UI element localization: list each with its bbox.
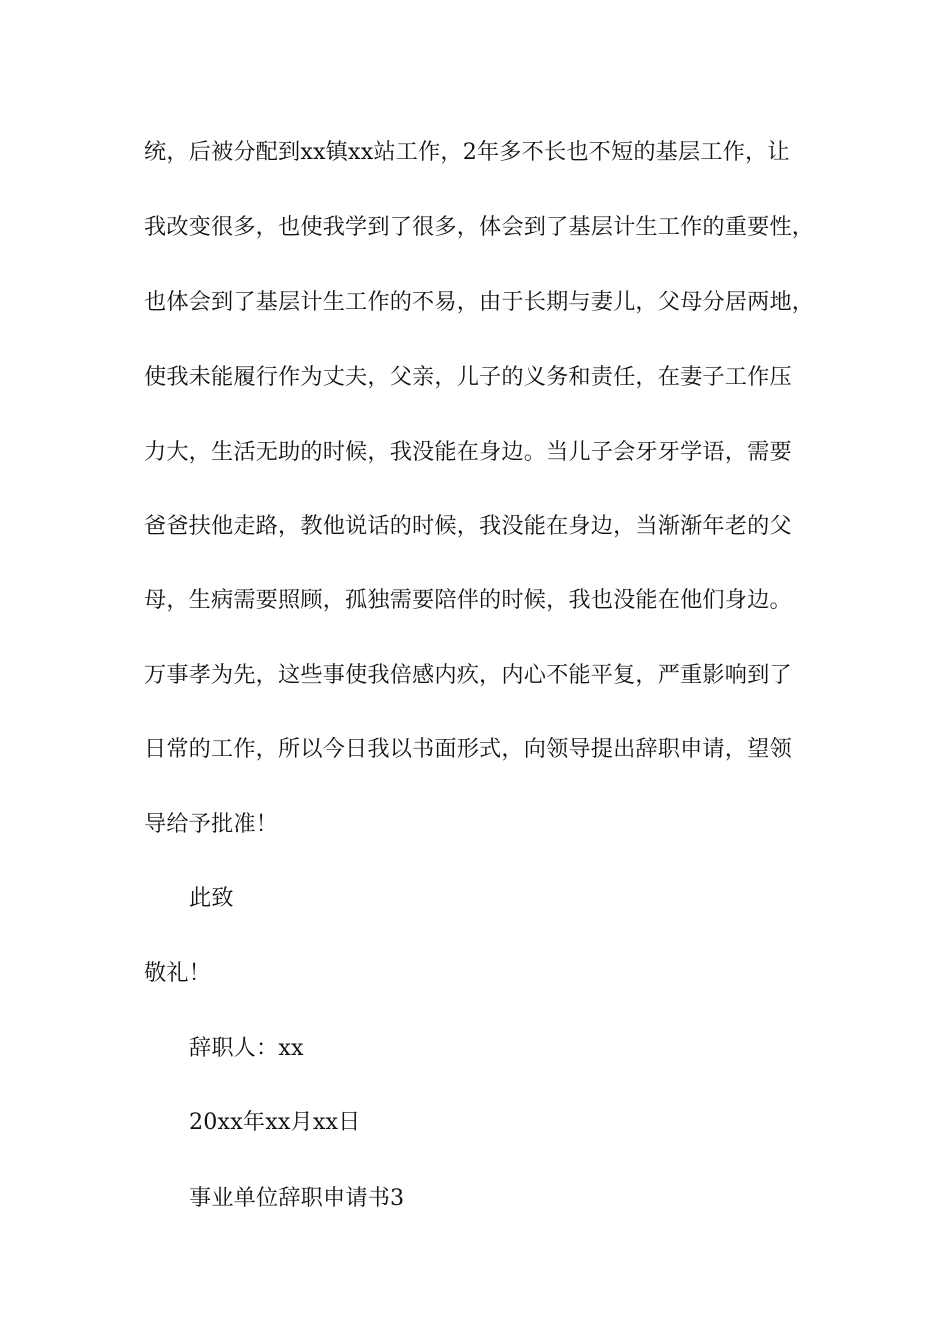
body-line-3: 也体会到了基层计生工作的不易，由于长期与妻儿，父母分居两地， — [144, 289, 815, 315]
body-line-8: 万事孝为先，这些事使我倍感内疚，内心不能平复，严重影响到了 — [144, 662, 792, 688]
next-document-heading: 事业单位辞职申请书3 — [189, 1185, 405, 1211]
date-line: 20xx年xx月xx日 — [189, 1109, 361, 1135]
closing-line: 此致 — [189, 885, 234, 911]
body-line-7: 母，生病需要照顾，孤独需要陪伴的时候，我也没能在他们身边。 — [144, 587, 792, 613]
body-line-6: 爸爸扶他走路，教他说话的时候，我没能在身边，当渐渐年老的父 — [144, 513, 792, 539]
salutation-line: 敬礼！ — [144, 960, 212, 986]
signer-line: 辞职人：xx — [189, 1035, 304, 1061]
body-line-4: 使我未能履行作为丈夫，父亲，儿子的义务和责任，在妻子工作压 — [144, 364, 792, 390]
body-line-10: 导给予批准！ — [144, 811, 279, 837]
body-line-5: 力大，生活无助的时候，我没能在身边。当儿子会牙牙学语，需要 — [144, 439, 792, 465]
body-line-9: 日常的工作，所以今日我以书面形式，向领导提出辞职申请，望领 — [144, 736, 792, 762]
body-line-1: 统，后被分配到xx镇xx站工作，2年多不长也不短的基层工作，让 — [144, 139, 790, 165]
body-line-2: 我改变很多，也使我学到了很多，体会到了基层计生工作的重要性， — [144, 214, 815, 240]
